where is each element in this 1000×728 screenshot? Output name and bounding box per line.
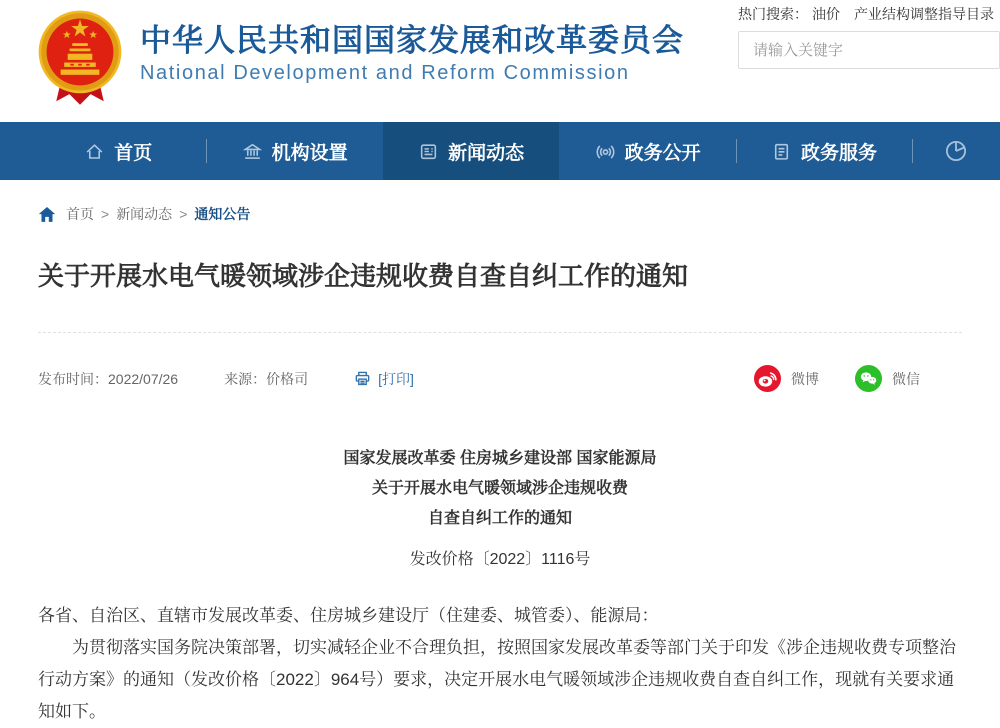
article-body (38, 600, 962, 728)
weibo-icon (754, 365, 781, 392)
share-weibo-button[interactable] (754, 365, 819, 392)
body-paragraph: 为贯彻落实国务院决策部署，切实减轻企业不合理负担，按照国家发展改革委等部门关于印发《涉企违规收费专项整治行动方案》的通知（发改价格〔2022〕964号）要求，决定开展水电气暖领域涉企违规收费自查自纠工作，现就有关要求通知如下。 (38, 638, 956, 721)
site-header (0, 0, 1000, 122)
document-heading-line: 国家发展改革委 住房城乡建设部 国家能源局 (343, 450, 657, 467)
document-number: 发改价格〔2022〕1116号 (409, 551, 591, 568)
printer-icon (354, 370, 371, 387)
institution-icon (242, 141, 263, 162)
search-input[interactable] (738, 31, 1000, 69)
breadcrumb-separator: > (101, 206, 110, 222)
broadcast-icon (595, 141, 616, 162)
breadcrumb (38, 180, 962, 224)
nav-item-data-partial[interactable] (912, 122, 1000, 180)
share-weibo-label: 微博 (791, 370, 819, 387)
hot-search-bar (738, 4, 1000, 24)
nav-item-label: 新闻动态 (448, 142, 525, 164)
hot-search-link-catalog[interactable]: 产业结构调整指导目录 (854, 6, 994, 22)
body-paragraph: 各省、自治区、直辖市发展改革委、住房城乡建设厅（住建委、城管委）、能源局： (38, 606, 659, 625)
nav-item-label: 机构设置 (271, 142, 348, 164)
hot-search-link-oil-price[interactable]: 油价 (812, 6, 840, 22)
wechat-icon (855, 365, 882, 392)
nav-item-label: 政务服务 (801, 142, 878, 164)
main-nav (0, 122, 1000, 180)
print-label: [打印] (378, 370, 414, 387)
pie-chart-icon (943, 138, 969, 164)
share-bar (754, 365, 920, 392)
breadcrumb-item-home[interactable]: 首页 (66, 206, 94, 222)
document-icon (771, 141, 792, 162)
print-button[interactable] (354, 369, 414, 389)
site-title-chinese: 中华人民共和国国家发展和改革委员会 (140, 23, 684, 58)
breadcrumb-home-icon[interactable] (38, 206, 56, 223)
article-meta-row (38, 365, 962, 392)
share-wechat-label: 微信 (892, 370, 920, 387)
news-icon (418, 141, 439, 162)
national-emblem-logo (36, 8, 124, 115)
breadcrumb-item-news[interactable]: 新闻动态 (116, 206, 173, 222)
article-source: 来源：价格司 (224, 370, 309, 387)
document-heading-line: 关于开展水电气暖领域涉企违规收费 (371, 480, 628, 497)
document-heading (38, 444, 962, 534)
nav-item-label: 政务公开 (624, 142, 701, 164)
publish-date: 发布时间：2022/07/26 (38, 370, 179, 387)
dashed-divider (38, 332, 962, 333)
site-title-english: National Development and Reform Commission (140, 62, 630, 84)
nav-item-gov-services[interactable] (736, 122, 912, 180)
home-icon (84, 141, 105, 162)
nav-item-label: 首页 (114, 142, 153, 164)
nav-item-news[interactable] (383, 122, 559, 180)
share-wechat-button[interactable] (855, 365, 920, 392)
nav-item-home[interactable] (30, 122, 206, 180)
hot-search-label: 热门搜索： (738, 6, 808, 22)
article-title: 关于开展水电气暖领域涉企违规收费自查自纠工作的通知 (38, 261, 689, 291)
breadcrumb-separator: > (179, 206, 188, 222)
breadcrumb-item-notices[interactable]: 通知公告 (194, 206, 251, 222)
nav-item-gov-disclosure[interactable] (559, 122, 735, 180)
document-heading-line: 自查自纠工作的通知 (427, 510, 572, 527)
article-page (0, 180, 1000, 728)
nav-item-organization[interactable] (206, 122, 382, 180)
